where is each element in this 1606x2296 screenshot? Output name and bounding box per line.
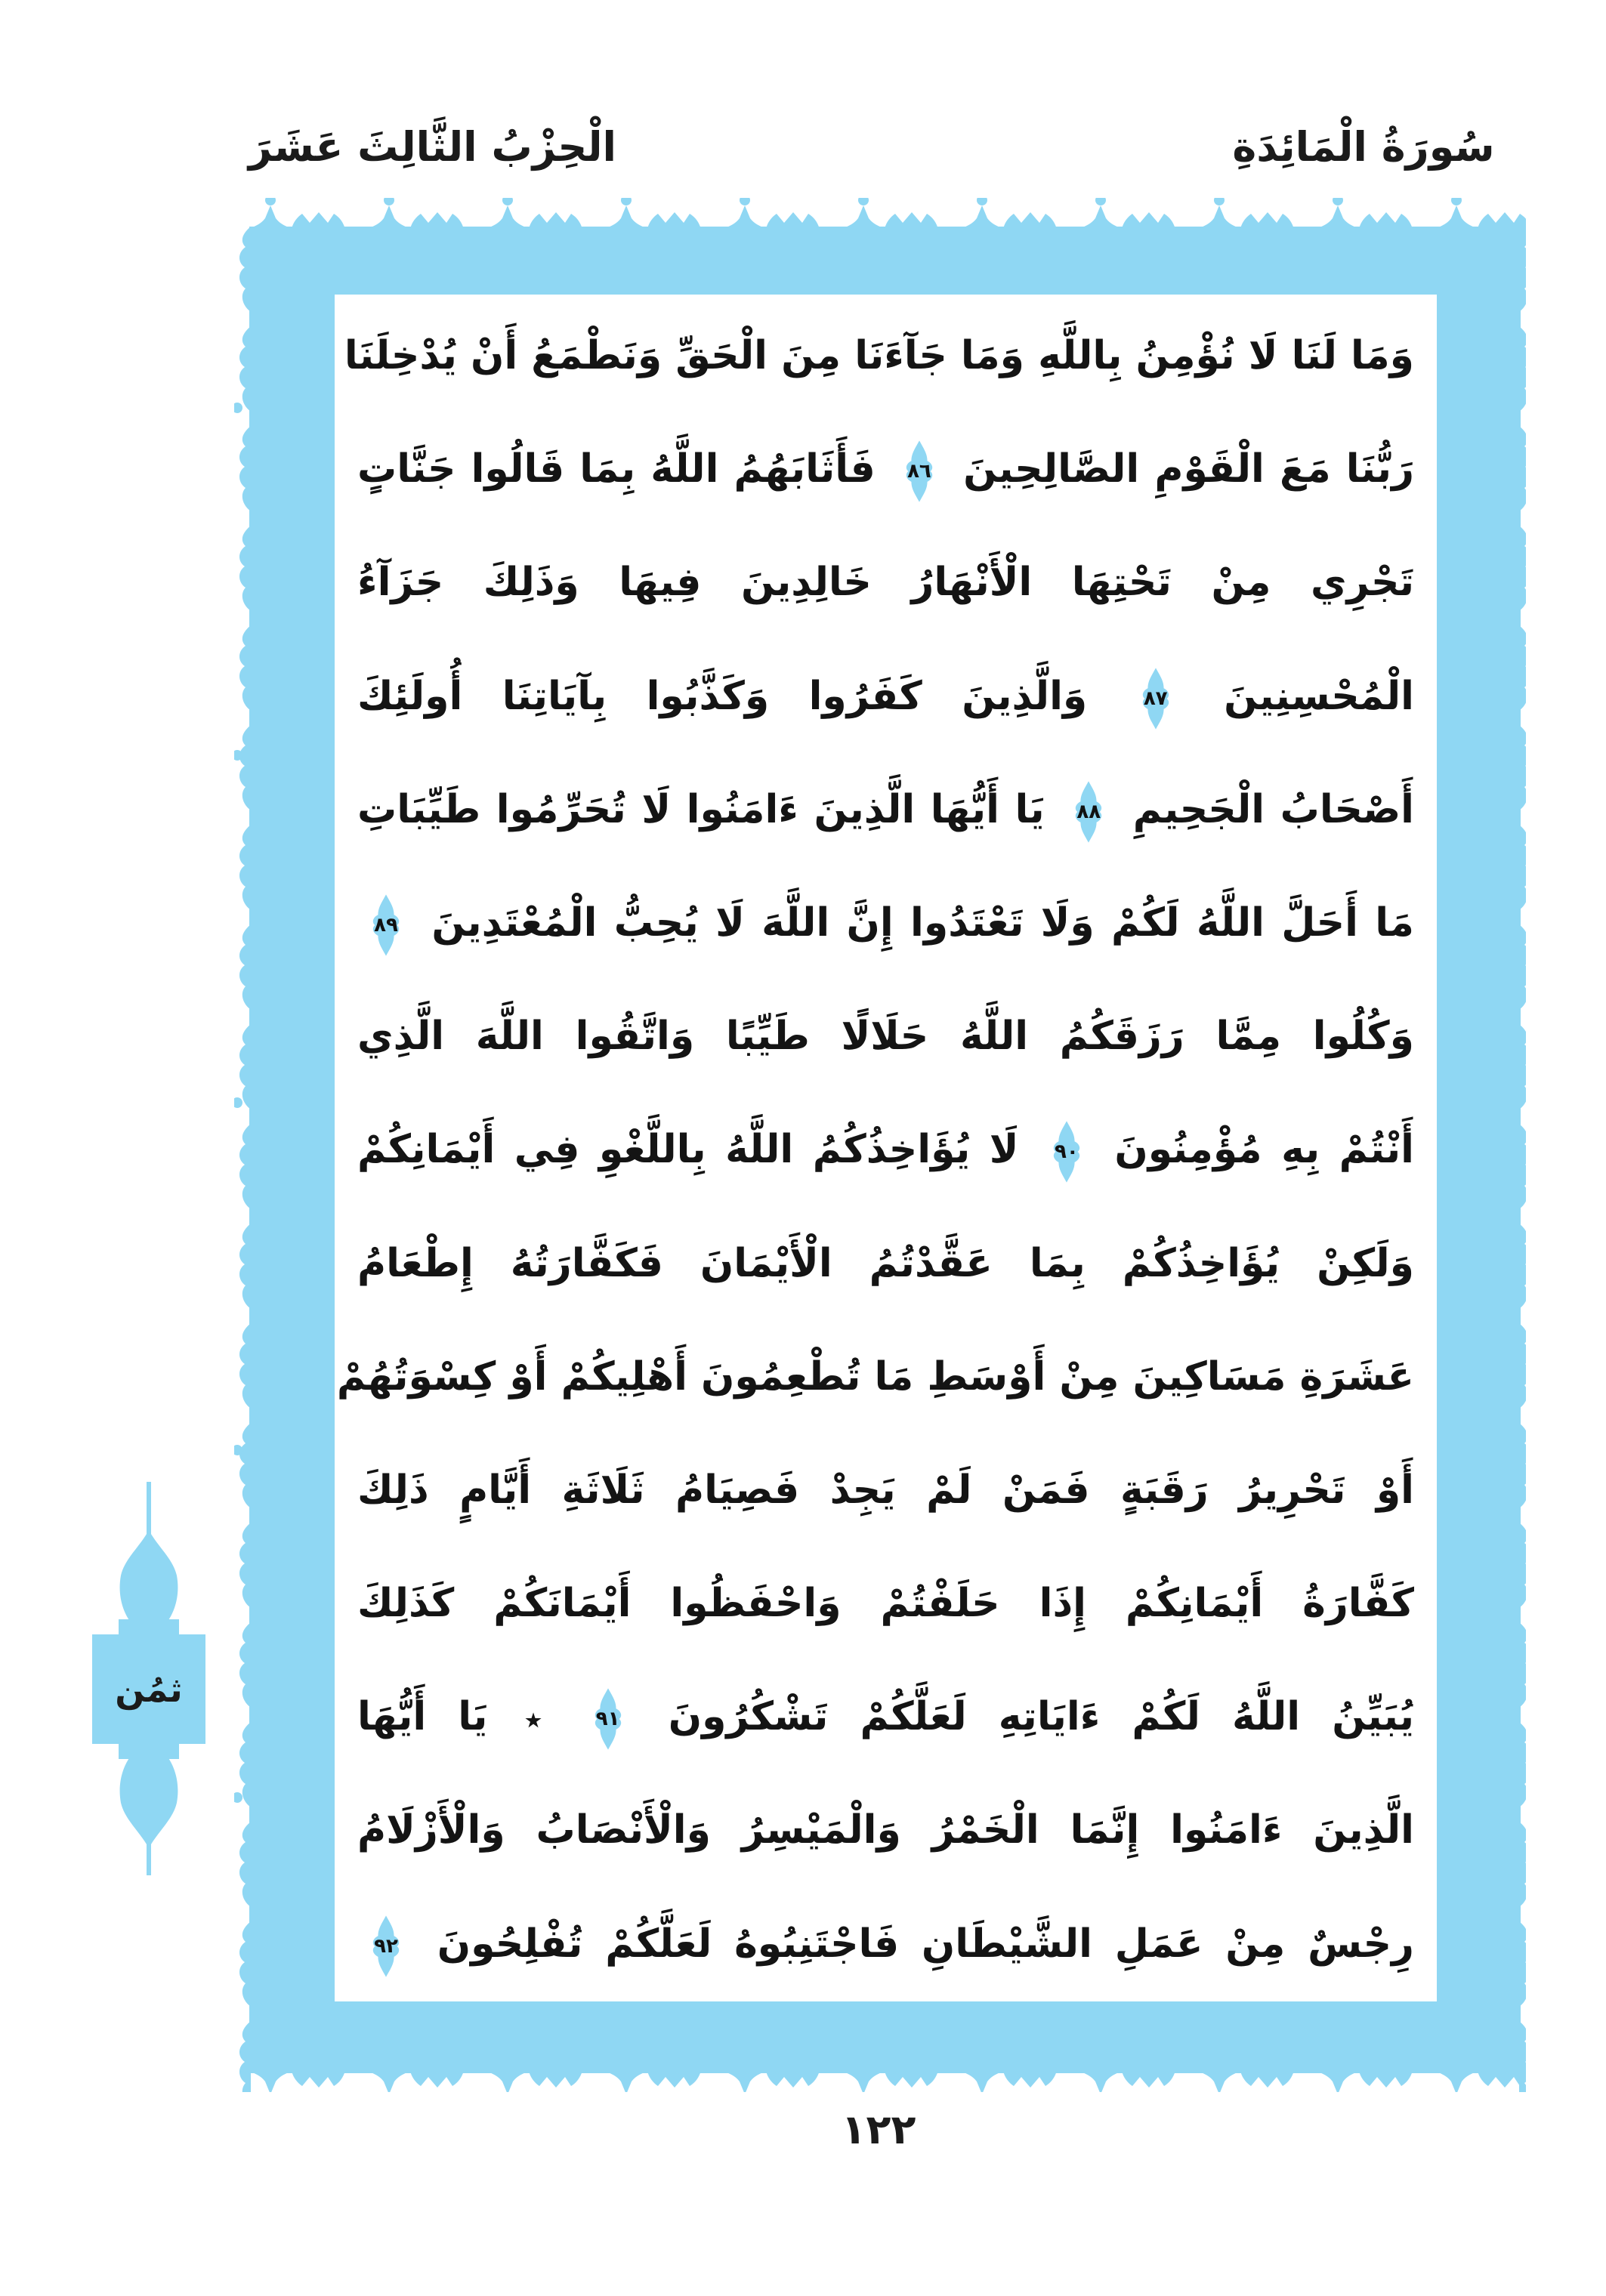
ayah-text: رِجْسٌ مِنْ عَمَلِ الشَّيْطَانِ فَاجْتَنِبُوهُ لَعَلَّكُمْ تُفْلِحُونَ xyxy=(437,1921,1414,1967)
quran-line xyxy=(357,1547,1414,1660)
ayah-text: كَفَّارَةُ أَيْمَانِكُمْ إِذَا حَلَفْتُمْ وَاحْفَظُوا أَيْمَانَكُمْ كَذَلِكَ xyxy=(357,1581,1414,1627)
ayah-text: يُبَيِّنُ اللَّهُ لَكُمْ ءَايَاتِهِ لَعَلَّكُمْ تَشْكُرُونَ xyxy=(668,1694,1414,1740)
ayah-text: يَا أَيُّهَا xyxy=(357,1694,488,1740)
quran-line xyxy=(357,980,1414,1093)
verse-number-badge xyxy=(1047,1119,1086,1185)
verse-number-badge xyxy=(900,438,939,505)
verse-number-badge xyxy=(1136,665,1175,732)
thumn-label: ثمُن xyxy=(115,1668,183,1710)
quran-line xyxy=(344,299,1414,412)
rub-el-hizb-star: ٭ xyxy=(523,1699,543,1740)
verse-number-badge xyxy=(588,1686,628,1752)
verse-number: ٩١ xyxy=(595,1708,620,1731)
quran-text-block xyxy=(335,295,1437,2001)
quran-line xyxy=(357,412,1414,526)
verse-number: ٨٩ xyxy=(374,913,398,937)
ayah-text: فَأَثَابَهُمُ اللَّهُ بِمَا قَالُوا جَنَّاتٍ xyxy=(357,446,876,492)
hizb-header: الْحِزْبُ الثَّالِثَ عَشَرَ xyxy=(248,123,617,171)
ayah-text: أَوْ تَحْرِيرُ رَقَبَةٍ فَمَنْ لَمْ يَجِدْ فَصِيَامُ ثَلَاثَةِ أَيَّامٍ ذَلِكَ xyxy=(357,1467,1414,1513)
quran-line xyxy=(357,753,1414,866)
ayah-text: الْمُحْسِنِينَ xyxy=(1224,673,1414,719)
verse-number-badge xyxy=(366,1913,406,1980)
ayah-text: تَجْرِي مِنْ تَحْتِهَا الْأَنْهَارُ خَالِدِينَ فِيهَا وَذَلِكَ جَزَآءُ xyxy=(357,560,1414,606)
ayah-text: أَنْتُمْ بِهِ مُؤْمِنُونَ xyxy=(1114,1127,1414,1173)
verse-number: ٨٦ xyxy=(907,460,931,483)
verse-number: ٩٠ xyxy=(1055,1140,1079,1164)
page-number: ١٢٢ xyxy=(841,2106,916,2153)
ayah-text: الَّذِينَ ءَامَنُوا إِنَّمَا الْخَمْرُ وَالْمَيْسِرُ وَالْأَنْصَابُ وَالْأَزْلَامُ xyxy=(357,1807,1414,1853)
verse-number: ٨٧ xyxy=(1143,687,1168,710)
ayah-text: رَبُّنَا مَعَ الْقَوْمِ الصَّالِحِينَ xyxy=(963,446,1415,492)
quran-line xyxy=(336,1320,1414,1433)
quran-line xyxy=(357,866,1414,980)
quran-line xyxy=(357,1660,1414,1773)
verse-number-badge xyxy=(1069,779,1108,845)
quran-line xyxy=(357,1207,1414,1320)
verse-number-badge xyxy=(366,892,406,958)
ayah-text: أَصْحَابُ الْجَحِيمِ xyxy=(1132,786,1415,832)
quran-line xyxy=(357,1887,1414,2001)
ayah-text: مَا أَحَلَّ اللَّهُ لَكُمْ وَلَا تَعْتَدُوا إِنَّ اللَّهَ لَا يُحِبُّ الْمُعْتَدِينَ xyxy=(431,900,1414,946)
quran-line xyxy=(357,526,1414,639)
ayah-text: عَشَرَةِ مَسَاكِينَ مِنْ أَوْسَطِ مَا تُطْعِمُونَ أَهْلِيكُمْ أَوْ كِسْوَتُهُمْ xyxy=(336,1353,1414,1400)
verse-number: ٨٨ xyxy=(1076,800,1101,823)
ayah-text: يَا أَيُّهَا الَّذِينَ ءَامَنُوا لَا تُحَرِّمُوا طَيِّبَاتِ xyxy=(357,786,1045,832)
quran-line xyxy=(357,1773,1414,1887)
quran-line xyxy=(357,1093,1414,1206)
ayah-text: وَمَا لَنَا لَا نُؤْمِنُ بِاللَّهِ وَمَا جَآءَنَا مِنَ الْحَقِّ وَنَطْمَعُ أَنْ يُدْخِلَنَا xyxy=(344,333,1414,378)
ayah-text: لَا يُؤَاخِذُكُمُ اللَّهُ بِاللَّغْوِ فِي أَيْمَانِكُمْ xyxy=(357,1127,1019,1173)
verse-number: ٩٢ xyxy=(374,1934,398,1958)
surah-header: سُورَةُ الْمَائِدَةِ xyxy=(1232,123,1495,171)
ayah-text: وَكُلُوا مِمَّا رَزَقَكُمُ اللَّهُ حَلَالًا طَيِّبًا وَاتَّقُوا اللَّهَ الَّذِي xyxy=(357,1014,1414,1060)
ayah-text: وَالَّذِينَ كَفَرُوا وَكَذَّبُوا بِآيَاتِنَا أُولَئِكَ xyxy=(357,673,1088,719)
ayah-text: وَلَكِنْ يُؤَاخِذُكُمْ بِمَا عَقَّدْتُمُ الْأَيْمَانَ فَكَفَّارَتُهُ إِطْعَامُ xyxy=(357,1240,1414,1286)
quran-line xyxy=(357,1433,1414,1547)
quran-line xyxy=(357,640,1414,753)
